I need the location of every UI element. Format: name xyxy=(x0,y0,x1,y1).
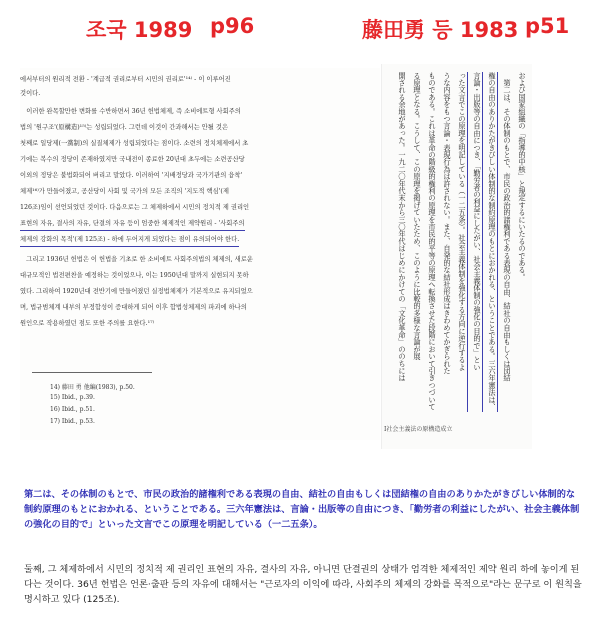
highlighted-vertical-column: 権の自由のありかたがきびしい体制的な制約原理のもとにおかれる、ということである。三六年憲法は、 xyxy=(488,72,497,411)
text-line: 법의 '원구조'(原構造)¹⁵⁾는 성립되었다. 그런데 이것이 간과해서는 안될 것은 xyxy=(20,124,229,131)
text-line: 것이다. xyxy=(20,90,41,97)
korean-translation: 둘째, 그 체제하에서 시민의 정치적 제 권리인 표현의 자유, 결사의 자유, 아니면 단결권의 상태가 엄격한 체제적인 제약 원리 하에 놓이게 된다는 것이다. 36년 헌법은 언론·출판 등의 자유에 대해서는 "근로자의 이익에 따라, 사회주의 체제의 강화를 목적으로"라는 문구로 이 원칙을 명시하고 있다 (125조). xyxy=(24,564,582,605)
japanese-excerpt xyxy=(24,487,580,532)
text-line: 며, 법규범체계 내부의 부정합성이 증대하게 되어 이후 합법성체제의 파괴에 하나의 xyxy=(20,304,247,311)
highlighted-text-line: 체제의 강화의 목적'(제 125조) - 하에 두어지게 되었다는 점이 유의되어야 한다. xyxy=(20,234,239,247)
vertical-text-column: うな内容をもつ言論・表現行為は許されない。また、自発的な結社形成はきわめてかぎられた xyxy=(443,72,452,375)
highlighted-vertical-column: った文言でこの原理を明記している（一二五条）。社会主義体制を強化する方向に逆行するよ xyxy=(458,72,468,412)
text-line: 이러한 완목할만한 변화를 수반하면서 36년 헌법체제, 즉 소비에트형 사회주의 xyxy=(20,108,241,115)
korean-book-scan xyxy=(20,68,380,440)
text-line: 첫째로 일당제(一黨制)의 실질체제가 성립되었다는 점이다. 소련의 정치체제에서 초 xyxy=(20,140,249,147)
page-footer-label: I社会主義法の原構造成立 xyxy=(384,426,453,433)
text-line: 126조)임이 선언되었던 것이다. 다음으로는 그 체제하에서 시민의 정치적 제 권리인 xyxy=(20,204,250,211)
highlighted-vertical-column: 言論・出版等の自由につき、「勤労者の利益にしたがい、社会主義体制の強化の目的で」とい xyxy=(473,72,483,412)
text-line: 원인으로 작용하였던 점도 또한 주의를 요한다.¹⁷⁾ xyxy=(20,320,155,327)
japanese-excerpt-text: 第二は、その体制のもとで、市民の政治的諸権利である表現の自由、結社の自由もしくは団結権の自由のありかたがきびしい体制的な制約原理のもとにおかれる、ということである。三六年憲法は、言論・出版等の自由につき、「勤労者の利益にしたがい、社会主義体制の強化の目的で」といった文言でこの原理を明記している（一二五条）。 xyxy=(24,489,580,530)
vertical-text-column: 開される余地があった。一九二〇年代末から三〇年代はじめにかけての「文化革命」ののちには xyxy=(398,72,407,382)
footnote-ref: 15) Ibid., p.39. xyxy=(50,394,95,401)
text-line: 이외의 정당은 불법화되어 버리고 말았다. 이러하여 '지배정당과 국가기관의 융착' xyxy=(20,172,243,179)
footnote-divider xyxy=(32,372,152,373)
text-line: 기에는 복수의 정당이 존재하였지만 국내전이 종료한 20년대 초두에는 소련공산당 xyxy=(20,156,245,163)
vertical-text-column: および国家組織の「指導的中核」と規定するにいたるのである。 xyxy=(518,72,527,281)
text-line: 대규모적인 법전편찬을 예정하는 것이었으나, 이는 1950년대 말까지 실현되지 못하 xyxy=(20,272,249,279)
vertical-text-column: 第二は、その体制のもとで、市民の政治的諸権利である表現の自由、結社の自由もしくは団結 xyxy=(503,72,512,382)
japanese-book-scan xyxy=(381,64,532,449)
left-source-page: p96 xyxy=(210,14,255,38)
highlighted-text-line: 표현의 자유, 결사의 자유, 단결의 자유 등이 엄중한 체제적인 제약원리 - '사회주의 xyxy=(20,218,245,231)
text-line: 그리고 1936년 헌법은 이 헌법을 기초로 한 소비에트 사회주의법의 체제의, 새로운 xyxy=(20,256,253,263)
footnote-ref: 17) Ibid., p.53. xyxy=(50,418,95,425)
vertical-text-column: ものである。これは革命の階級的権利の原理を市民的平等の原理へ転換させた段階において引きつづいて xyxy=(428,72,437,411)
vertical-text-column: る原理となる。こうして、この原理を掲げていたため、このように比較的多様な言論が展 xyxy=(413,72,422,360)
right-source-title: 藤田勇 등 1983 xyxy=(362,18,519,42)
text-line: 체제¹⁶⁾가 만들어졌고, 공산당이 사회 및 국가의 모든 조직의 '지도적 핵심'(제 xyxy=(20,188,229,195)
text-line: 에서부터의 원리적 전환 - '계급적 권리로부터 시민의 권리로'¹⁴⁾ - 이 이루어진 xyxy=(20,76,231,83)
left-source-title: 조국 1989 xyxy=(86,18,193,42)
right-source-page: p51 xyxy=(525,14,570,38)
footnote-ref: 14) 藤田 勇 他編(1983), p.50. xyxy=(50,384,135,391)
text-line: 였다. 그리하여 1920년대 전반기에 만들어졌던 실정법체제가 기본적으로 유지되었으 xyxy=(20,288,253,295)
footnote-ref: 16) Ibid., p.51. xyxy=(50,406,95,413)
